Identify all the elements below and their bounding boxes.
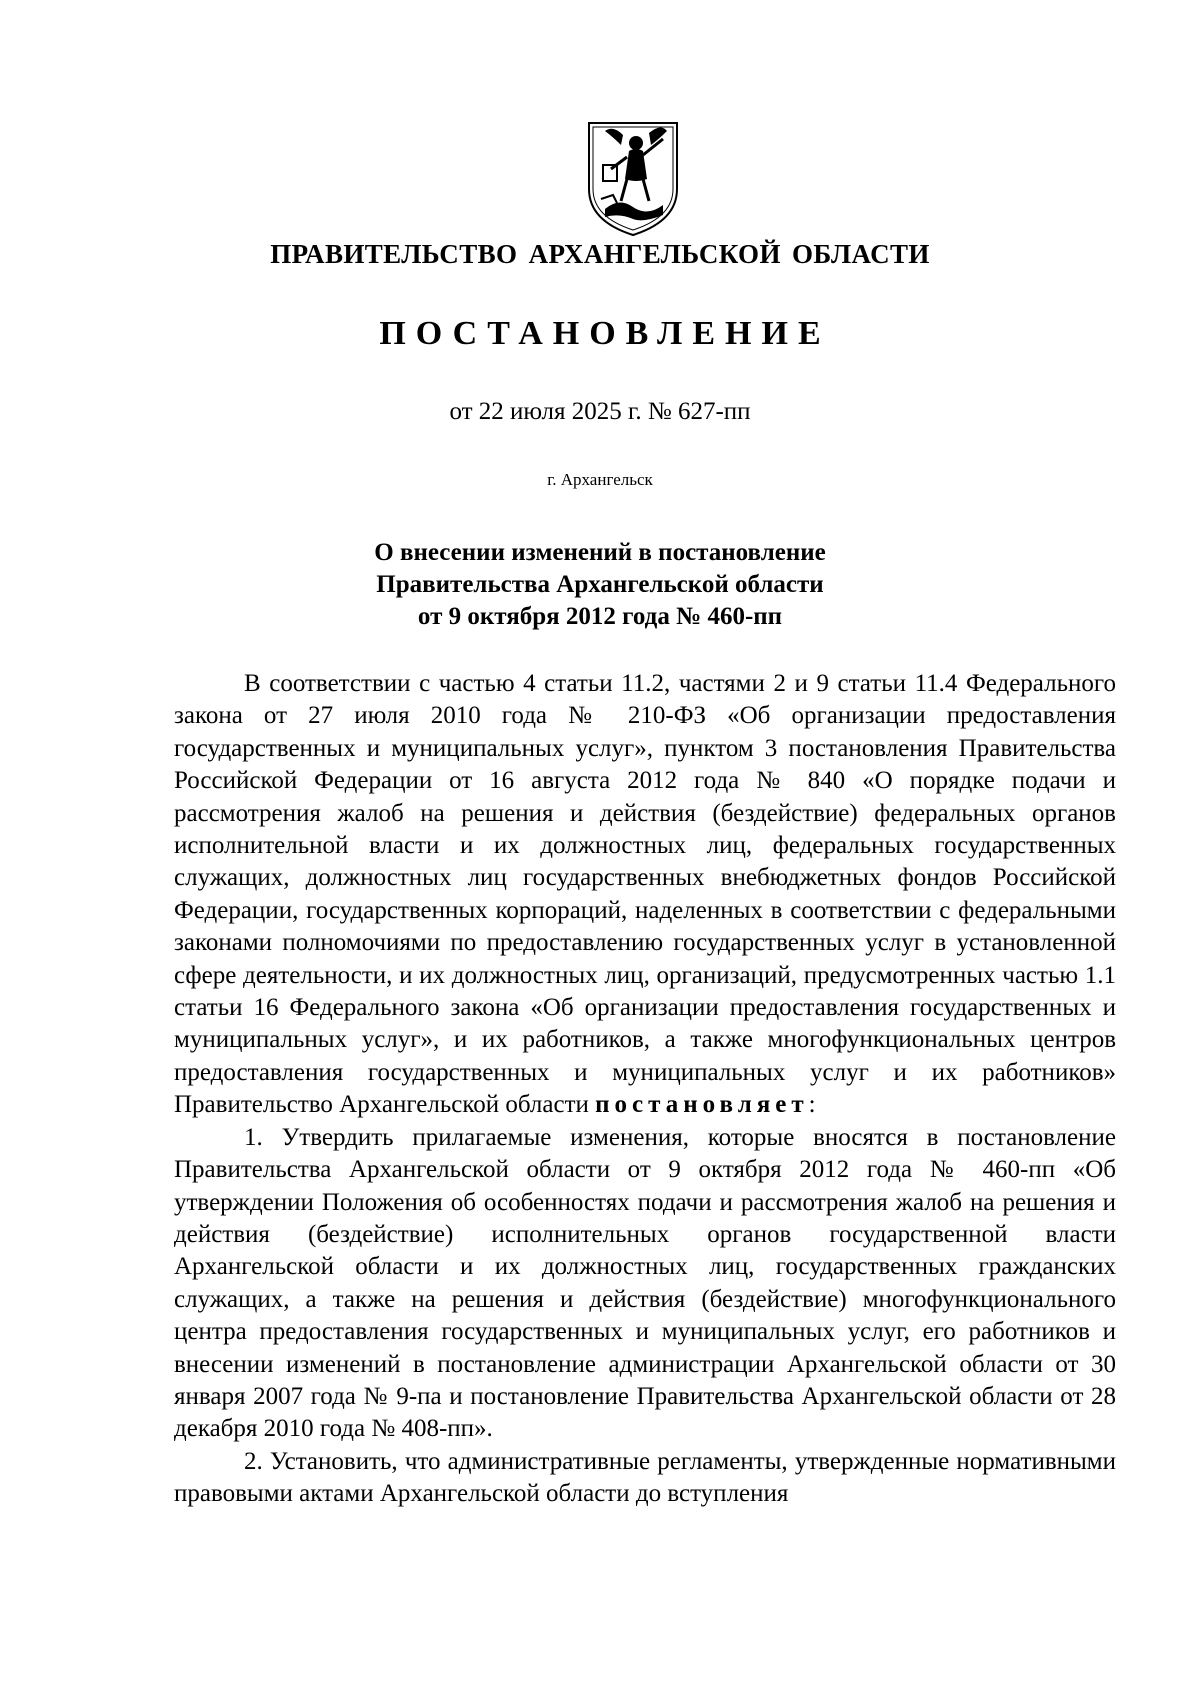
preamble-paragraph — [174, 668, 1116, 1122]
coat-of-arms-icon — [583, 117, 683, 239]
document-date-number: от 22 июля 2025 г. № 627-пп — [449, 398, 751, 425]
preamble-end: : — [808, 1091, 816, 1119]
subject-line-3: от 9 октября 2012 года № 460-пп — [417, 603, 783, 630]
document-city: г. Архангельск — [547, 470, 653, 489]
subject-line-1: О внесении изменений в постановление — [374, 539, 826, 566]
document-subject — [0, 537, 1200, 633]
document-body — [174, 668, 1116, 1511]
preamble-emphasis: постановляет — [595, 1091, 809, 1119]
subject-line-2: Правительства Архангельской области — [376, 571, 824, 598]
government-title: ПРАВИТЕЛЬСТВО АРХАНГЕЛЬСКОЙ ОБЛАСТИ — [270, 239, 930, 269]
paragraph-item-1: 1. Утвердить прилагаемые изменения, которые вносятся в постановление Правительства Архангельской области от 9 октября 2012 года № 460-пп «Об утверждении Положения об особенностях подачи и рассмотрения жалоб на решения и действия (бездействие) исполнительных органов государственной власти Архангельской области и их должностных лиц, государственных гражданских служащих, а также на решения и действия (бездействие) многофункционального центра предоставления государственных и муниципальных услуг, его работников и внесении изменений в постановление администрации Архангельской области от 30 января 2007 года № 9-па и постановление Правительства Архангельской области от 28 декабря 2010 года № 408-пп». — [174, 1123, 1116, 1443]
paragraph-item-2: 2. Установить, что административные регламенты, утвержденные нормативными правовыми актами Архангельской области до вступления — [174, 1447, 1116, 1508]
preamble-text: В соответствии с частью 4 статьи 11.2, частями 2 и 9 статьи 11.4 Федерального закона от 27 июля 2010 года № 210-ФЗ «Об организации предоставления государственных и муниципальных услуг», пунктом 3 постановления Правительства Российской Федерации от 16 августа 2012 года № 840 «О порядке подачи и рассмотрения жалоб на решения и действия (бездействие) федеральных органов исполнительной власти и их должностных лиц, федеральных государственных служащих, должностных лиц государственных внебюджетных фондов Российской Федерации, государственных корпораций, наделенных в соответствии с федеральными законами полномочиями по предоставлению государственных услуг в установленной сфере деятельности, и их должностных лиц, организаций, предусмотренных частью 1.1 статьи 16 Федерального закона «Об организации предоставления государственных и муниципальных услуг», и их работников, а также многофункциональных центров предоставления государственных и муниципальных услуг и их работников» Правительство Архангельской области — [174, 670, 1116, 1119]
document-type: ПОСТАНОВЛЕНИЕ — [379, 315, 831, 352]
